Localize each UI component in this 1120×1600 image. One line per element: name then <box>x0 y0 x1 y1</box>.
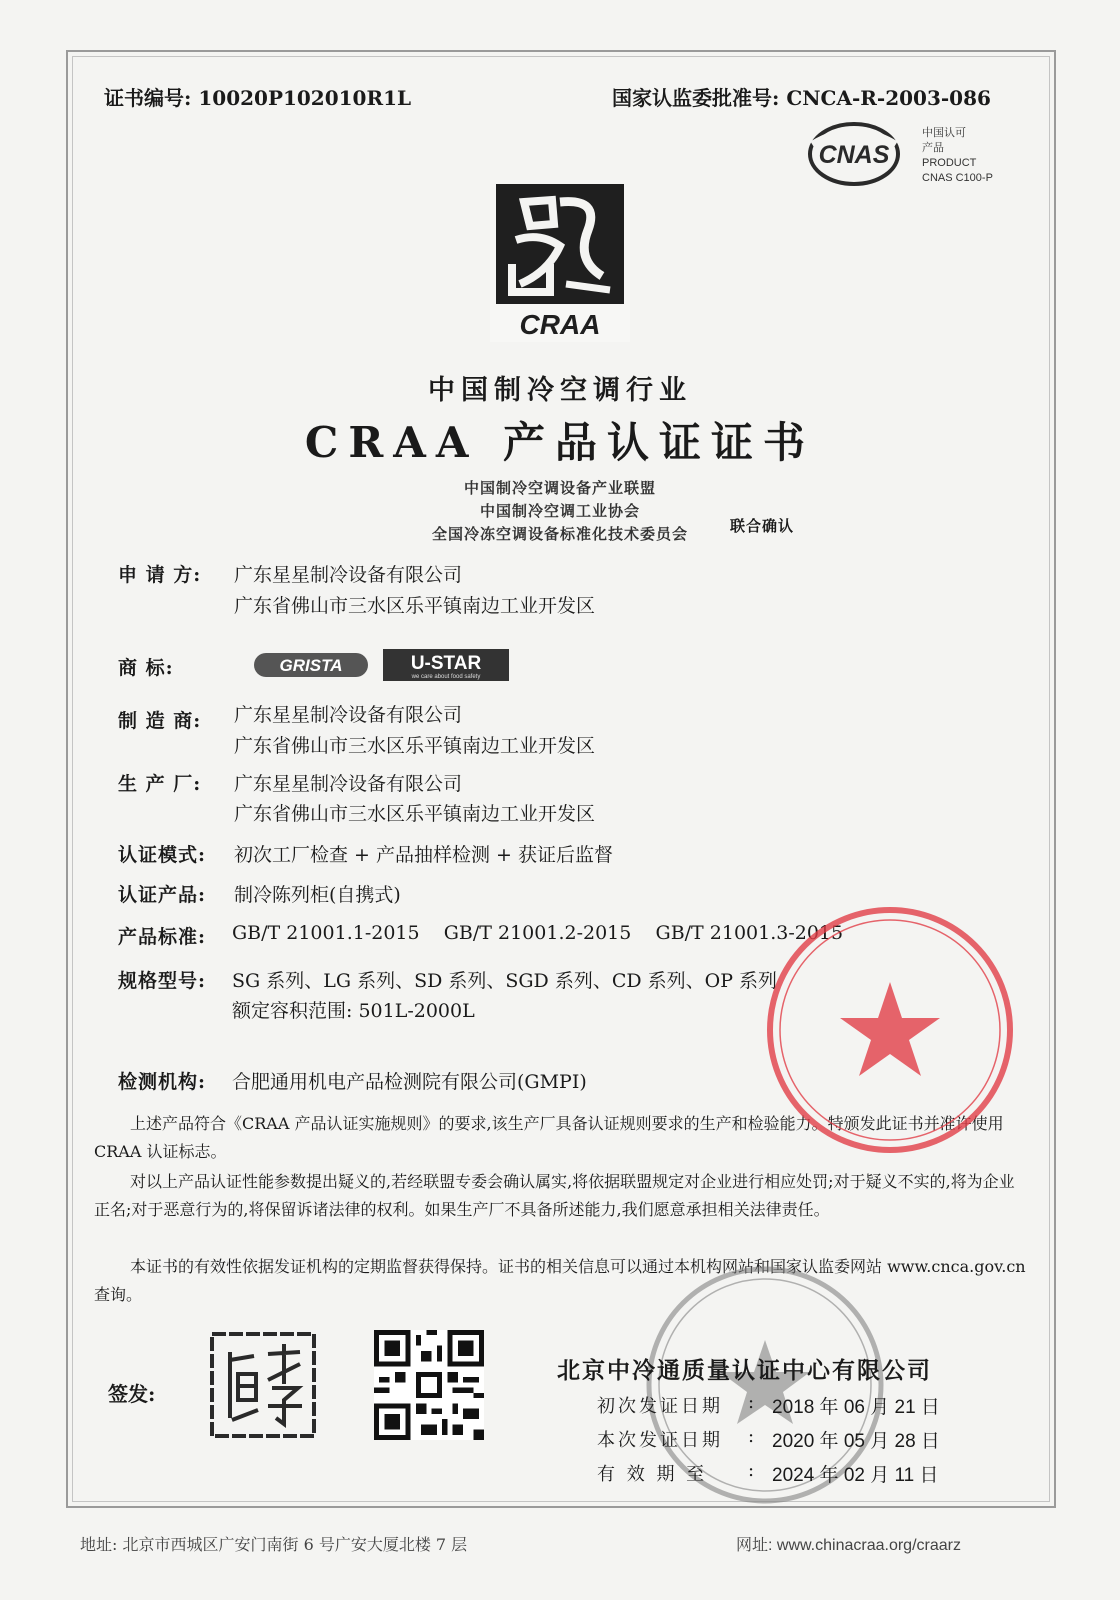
manufacturer-name: 广东星星制冷设备有限公司 <box>234 704 463 726</box>
factory-label: 生 产 厂: <box>118 773 202 795</box>
product-standard: GB/T 21001.1-2015 GB/T 21001.2-2015 GB/T 21001.3-2015 <box>232 922 844 944</box>
current-issue-date: 2020 年 05 月 28 日 <box>772 1431 940 1452</box>
cnas-caption-line: CNAS C100-P <box>922 172 993 184</box>
ustar-logo <box>382 648 510 682</box>
issuer-name: 北京中冷通质量认证中心有限公司 <box>557 1357 932 1384</box>
approval-number-label: 国家认监委批准号: <box>612 86 780 110</box>
testing-lab-label: 检测机构: <box>118 1071 207 1093</box>
craa-logo-text: CRAA <box>519 309 601 340</box>
cnas-caption-line: 中国认可 <box>922 127 966 139</box>
capacity-range: 额定容积范围: 501L-2000L <box>232 1000 475 1022</box>
approval-number <box>612 82 991 111</box>
cert-number-label: 证书编号: <box>104 86 192 110</box>
org-line: 全国冷冻空调设备标准化技术委员会 <box>431 525 688 543</box>
valid-until-label: 有 效 期 至 <box>597 1464 708 1485</box>
trademark-label: 商 标: <box>118 657 174 679</box>
org-line: 中国制冷空调设备产业联盟 <box>463 479 656 497</box>
cnas-logo-icon <box>806 122 902 186</box>
statement-paragraph: 本证书的有效性依据发证机构的定期监督获得保持。证书的相关信息可以通过本机构网站和国家认监委网站 www.cnca.gov.cn 查询。 <box>94 1257 1026 1304</box>
factory-name: 广东星星制冷设备有限公司 <box>234 773 463 795</box>
org-line: 中国制冷空调工业协会 <box>479 502 640 520</box>
sign-label: 签发: <box>108 1382 156 1406</box>
cert-number-value: 10020P102010R1L <box>198 86 412 110</box>
valid-until-date: 2024 年 02 月 11 日 <box>772 1465 939 1486</box>
signature-seal <box>208 1330 318 1440</box>
cert-mode-label: 认证模式: <box>118 844 207 866</box>
statement-paragraph: 对以上产品认证性能参数提出疑义的,若经联盟专委会确认属实,将依据联盟规定对企业进行相应处罚;对于疑义不实的,将为企业正名;对于恶意行为的,将保留诉诸法律的权利。如果生产厂不具备所述能力,我们愿意承担相关法律责任。 <box>94 1172 1015 1219</box>
qr-code[interactable] <box>374 1330 484 1440</box>
certificate-title-industry: 中国制冷空调行业 <box>428 375 692 406</box>
cert-mode: 初次工厂检查 + 产品抽样检测 + 获证后监督 <box>234 844 613 866</box>
manufacturer-label: 制 造 商: <box>118 710 202 732</box>
ustar-logo-text: U-STAR <box>410 653 482 674</box>
ustar-logo-subtext: we care about food safety <box>411 674 481 680</box>
cnas-caption-line: 产品 <box>922 142 944 154</box>
grista-logo <box>252 651 370 679</box>
product-standard-label: 产品标准: <box>118 926 207 948</box>
company-red-stamp <box>760 900 1020 1160</box>
statement-paragraph: 上述产品符合《CRAA 产品认证实施规则》的要求,该生产厂具备认证规则要求的生产和检验能力。特颁发此证书并准许使用 CRAA 认证标志。 <box>94 1114 1004 1161</box>
manufacturer-address: 广东省佛山市三水区乐平镇南边工业开发区 <box>234 735 596 757</box>
footer-address: 地址: 北京市西城区广安门南街 6 号广安大厦北楼 7 层 <box>80 1535 468 1554</box>
first-issue-date-label: 初次发证日期 <box>597 1396 723 1417</box>
certificate-title: CRAA 产品认证证书 <box>304 418 816 467</box>
cert-product: 制冷陈列柜(自携式) <box>234 884 401 906</box>
date-colon: : <box>748 1426 755 1447</box>
joint-confirmation: 联合确认 <box>730 517 795 535</box>
cert-number <box>104 82 411 111</box>
cnas-caption <box>922 126 1012 186</box>
model-series: SG 系列、LG 系列、SD 系列、SGD 系列、CD 系列、OP 系列 <box>232 970 778 992</box>
applicant-address: 广东省佛山市三水区乐平镇南边工业开发区 <box>234 595 596 617</box>
model-label: 规格型号: <box>118 970 207 992</box>
applicant-name: 广东星星制冷设备有限公司 <box>234 564 463 586</box>
first-issue-date: 2018 年 06 月 21 日 <box>772 1397 940 1418</box>
footer-website[interactable]: 网址: www.chinacraa.org/craarz <box>736 1537 961 1554</box>
grista-logo-text: GRISTA <box>279 656 343 675</box>
applicant-label: 申 请 方: <box>118 564 202 586</box>
cnas-caption-line: PRODUCT <box>922 157 977 169</box>
cert-product-label: 认证产品: <box>118 884 207 906</box>
craa-logo-icon <box>490 180 630 342</box>
factory-address: 广东省佛山市三水区乐平镇南边工业开发区 <box>234 803 596 825</box>
cnas-logo-text: CNAS <box>818 141 890 169</box>
date-colon: : <box>748 1392 755 1413</box>
date-colon: : <box>748 1460 755 1481</box>
current-issue-date-label: 本次发证日期 <box>597 1430 723 1451</box>
testing-lab: 合肥通用机电产品检测院有限公司(GMPI) <box>232 1071 587 1093</box>
approval-number-value: CNCA-R-2003-086 <box>786 86 991 110</box>
